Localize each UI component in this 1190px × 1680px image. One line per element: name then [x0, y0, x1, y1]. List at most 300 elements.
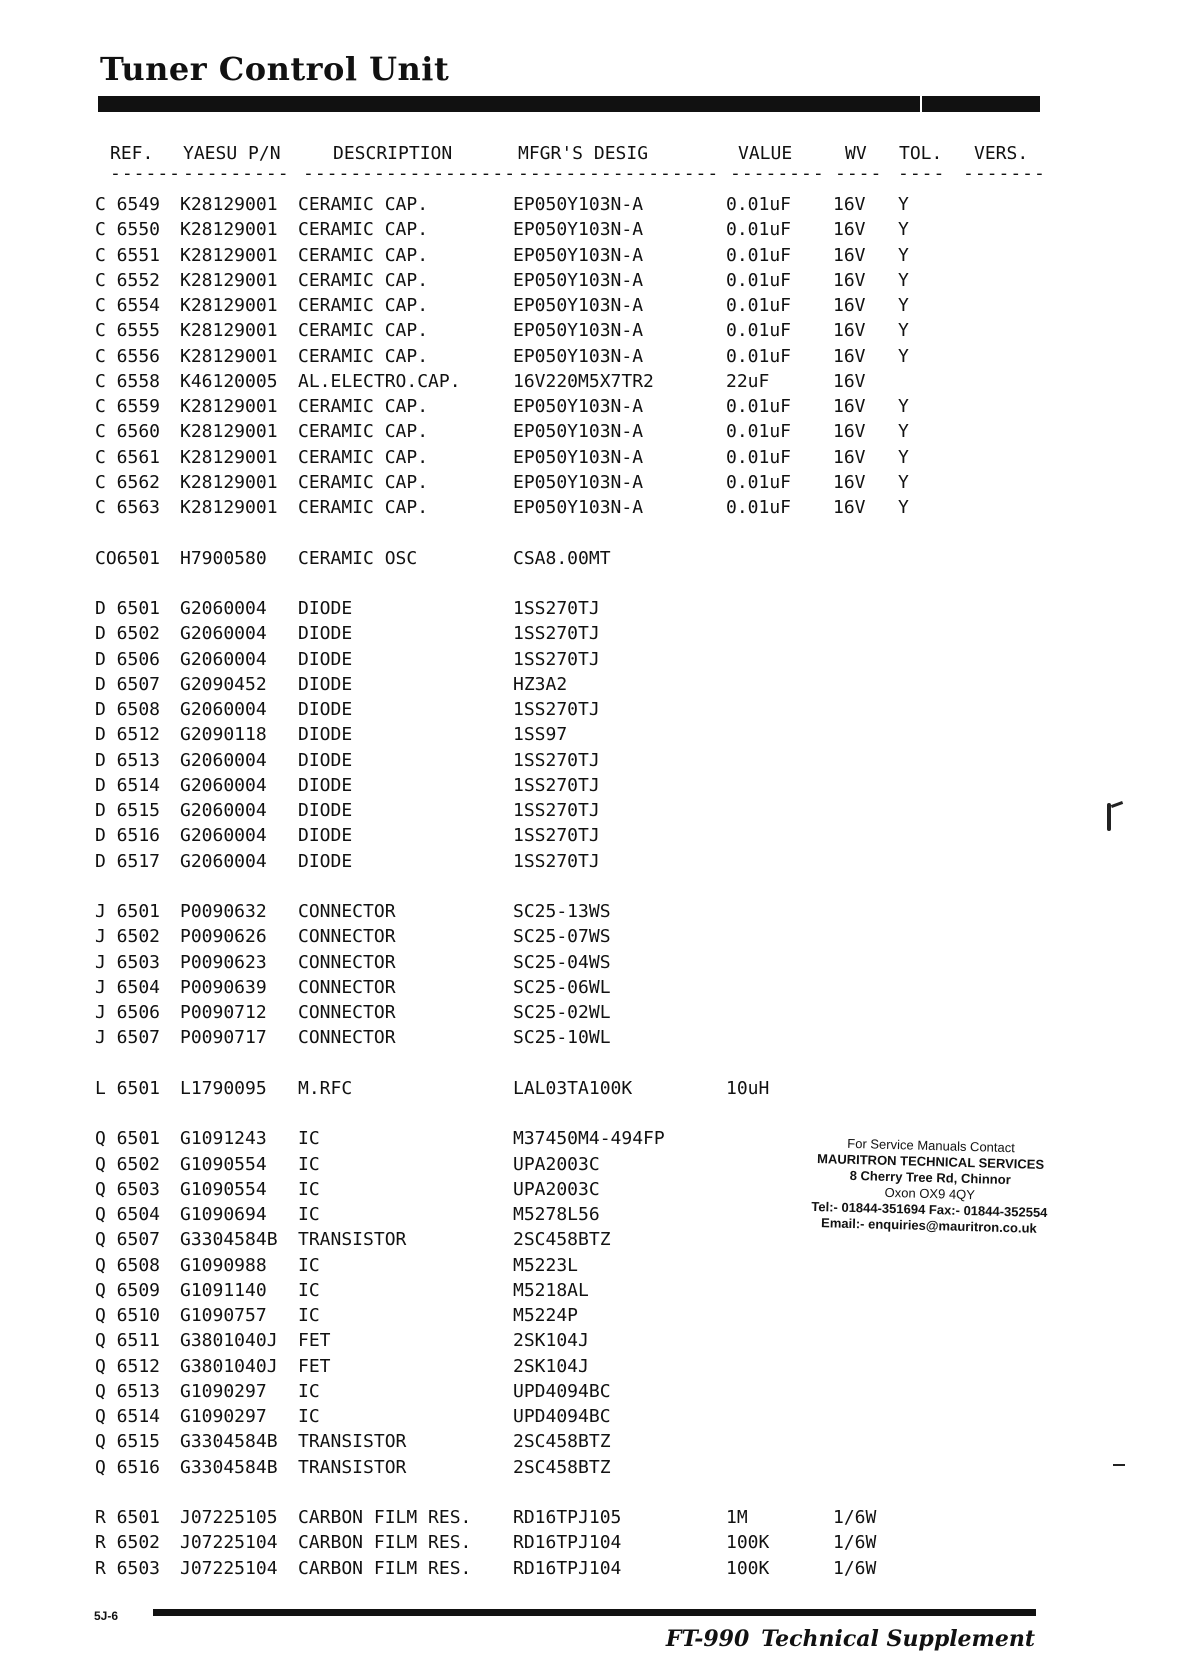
cell-desc: M.RFC	[298, 1077, 353, 1099]
cell-tol: Y	[898, 269, 909, 291]
page-number: 5J-6	[94, 1609, 119, 1623]
scan-mark	[1107, 803, 1111, 831]
table-row	[0, 495, 1190, 520]
col-header-vers: VERS.	[974, 143, 1029, 164]
cell-pn: G2060004	[180, 749, 267, 771]
cell-wv: 16V	[833, 396, 866, 417]
cell-pn: J07225104	[180, 1532, 278, 1554]
cell-desc: IC	[298, 1178, 320, 1200]
cell-tol: Y	[898, 446, 909, 468]
cell-desc: IC	[298, 1254, 320, 1276]
cell-ref: Q 6509	[95, 1279, 161, 1301]
cell-desc: DIODE	[298, 825, 353, 847]
cell-ref: R 6502	[95, 1532, 161, 1554]
cell-pn: G1090297	[180, 1406, 267, 1427]
cell-mfgr: HZ3A2	[513, 673, 568, 695]
cell-ref: C 6560	[95, 421, 161, 443]
col-dash-wv: ----	[835, 163, 883, 184]
cell-mfgr: SC25-02WL	[513, 1002, 611, 1023]
cell-pn: K28129001	[180, 446, 278, 468]
cell-pn: G1090297	[180, 1380, 267, 1402]
cell-ref: Q 6503	[95, 1178, 161, 1200]
cell-desc: CARBON FILM RES.	[298, 1507, 472, 1528]
table-row	[0, 243, 1190, 268]
cell-desc: CERAMIC CAP.	[298, 471, 429, 493]
cell-mfgr: 2SC458BTZ	[513, 1456, 611, 1478]
cell-pn: G1091140	[180, 1279, 267, 1301]
cell-ref: C 6558	[95, 370, 161, 392]
cell-pn: G2090452	[180, 673, 267, 695]
cell-ref: C 6561	[95, 446, 161, 468]
table-row	[0, 773, 1190, 798]
scan-mark	[1113, 1464, 1125, 1466]
col-header-desc: DESCRIPTION	[333, 143, 453, 164]
table-row	[0, 419, 1190, 444]
cell-ref: D 6516	[95, 825, 161, 847]
cell-wv: 1/6W	[833, 1507, 877, 1528]
cell-tol: Y	[898, 194, 909, 215]
col-dash-tol: ----	[898, 163, 946, 184]
table-row	[0, 1530, 1190, 1555]
cell-desc: CONNECTOR	[298, 1002, 396, 1023]
cell-mfgr: EP050Y103N-A	[513, 269, 644, 291]
table-row	[0, 672, 1190, 697]
cell-desc: IC	[298, 1305, 320, 1326]
table-row	[0, 1379, 1190, 1404]
table-row	[0, 546, 1190, 571]
cell-pn: G2060004	[180, 800, 267, 821]
table-row	[0, 217, 1190, 242]
cell-ref: Q 6511	[95, 1330, 161, 1352]
cell-mfgr: RD16TPJ104	[513, 1532, 622, 1554]
cell-mfgr: 1SS270TJ	[513, 598, 600, 619]
cell-desc: CERAMIC OSC	[298, 547, 418, 569]
cell-pn: G2060004	[180, 623, 267, 645]
cell-mfgr: M5278L56	[513, 1204, 600, 1225]
cell-ref: D 6502	[95, 623, 161, 645]
table-row	[0, 849, 1190, 874]
cell-mfgr: 1SS270TJ	[513, 623, 600, 645]
cell-value: 22uF	[726, 370, 770, 392]
cell-mfgr: SC25-07WS	[513, 926, 611, 948]
cell-tol: Y	[898, 396, 909, 417]
cell-ref: CO6501	[95, 547, 161, 569]
cell-desc: TRANSISTOR	[298, 1229, 407, 1251]
cell-desc: TRANSISTOR	[298, 1431, 407, 1453]
cell-ref: Q 6512	[95, 1355, 161, 1377]
cell-mfgr: 1SS270TJ	[513, 825, 600, 847]
cell-ref: R 6501	[95, 1507, 161, 1528]
cell-mfgr: M37450M4-494FP	[513, 1128, 665, 1150]
cell-desc: CERAMIC CAP.	[298, 345, 429, 367]
cell-mfgr: CSA8.00MT	[513, 547, 611, 569]
cell-tol: Y	[898, 497, 909, 518]
table-row	[0, 924, 1190, 949]
col-header-tol: TOL.	[899, 143, 943, 164]
cell-desc: IC	[298, 1153, 320, 1175]
table-row	[0, 1429, 1190, 1454]
col-header-mfgr: MFGR'S DESIG	[518, 143, 649, 164]
cell-ref: Q 6515	[95, 1431, 161, 1453]
cell-pn: K46120005	[180, 370, 278, 392]
cell-value: 0.01uF	[726, 345, 792, 367]
cell-desc: AL.ELECTRO.CAP.	[298, 370, 461, 392]
cell-ref: C 6554	[95, 295, 161, 316]
table-row	[0, 445, 1190, 470]
cell-value: 0.01uF	[726, 320, 792, 342]
cell-ref: Q 6508	[95, 1254, 161, 1276]
cell-ref: D 6515	[95, 800, 161, 821]
cell-pn: G1090554	[180, 1178, 267, 1200]
cell-pn: G1090988	[180, 1254, 267, 1276]
cell-tol: Y	[898, 471, 909, 493]
cell-pn: K28129001	[180, 244, 278, 266]
cell-desc: IC	[298, 1406, 320, 1427]
cell-desc: TRANSISTOR	[298, 1456, 407, 1478]
cell-desc: CERAMIC CAP.	[298, 320, 429, 342]
cell-ref: J 6503	[95, 951, 161, 973]
cell-desc: CONNECTOR	[298, 901, 396, 922]
cell-tol: Y	[898, 320, 909, 342]
cell-mfgr: EP050Y103N-A	[513, 219, 644, 241]
cell-pn: G2060004	[180, 598, 267, 619]
table-row	[0, 1328, 1190, 1353]
cell-ref: D 6507	[95, 673, 161, 695]
table-row	[0, 1025, 1190, 1050]
cell-ref: Q 6513	[95, 1380, 161, 1402]
cell-value: 0.01uF	[726, 446, 792, 468]
cell-ref: D 6513	[95, 749, 161, 771]
cell-desc: CONNECTOR	[298, 926, 396, 948]
cell-ref: C 6552	[95, 269, 161, 291]
cell-pn: K28129001	[180, 219, 278, 241]
cell-pn: H7900580	[180, 547, 267, 569]
cell-value: 0.01uF	[726, 421, 792, 443]
table-row	[0, 798, 1190, 823]
cell-ref: D 6514	[95, 774, 161, 796]
cell-wv: 16V	[833, 219, 866, 241]
cell-ref: J 6506	[95, 1002, 161, 1023]
cell-value: 0.01uF	[726, 219, 792, 241]
cell-mfgr: 1SS97	[513, 724, 568, 746]
table-row	[0, 1303, 1190, 1328]
cell-wv: 16V	[833, 345, 866, 367]
cell-pn: K28129001	[180, 320, 278, 342]
cell-tol: Y	[898, 295, 909, 316]
cell-mfgr: 1SS270TJ	[513, 800, 600, 821]
cell-pn: K28129001	[180, 396, 278, 417]
cell-pn: K28129001	[180, 269, 278, 291]
cell-mfgr: EP050Y103N-A	[513, 497, 644, 518]
cell-ref: C 6563	[95, 497, 161, 518]
contact-company: MAURITRON TECHNICAL SERVICES	[816, 1151, 1045, 1172]
cell-tol: Y	[898, 244, 909, 266]
cell-desc: IC	[298, 1279, 320, 1301]
cell-pn: G1090554	[180, 1153, 267, 1175]
cell-desc: CONNECTOR	[298, 976, 396, 998]
cell-pn: J07225105	[180, 1507, 278, 1528]
cell-desc: CONNECTOR	[298, 951, 396, 973]
cell-wv: 16V	[833, 421, 866, 443]
cell-wv: 1/6W	[833, 1532, 877, 1554]
cell-desc: CERAMIC CAP.	[298, 396, 429, 417]
cell-mfgr: UPA2003C	[513, 1153, 600, 1175]
cell-mfgr: UPA2003C	[513, 1178, 600, 1200]
cell-value: 100K	[726, 1557, 770, 1579]
cell-mfgr: EP050Y103N-A	[513, 320, 644, 342]
cell-mfgr: 2SC458BTZ	[513, 1229, 611, 1251]
cell-value: 100K	[726, 1532, 770, 1554]
cell-ref: C 6562	[95, 471, 161, 493]
cell-pn: G2060004	[180, 825, 267, 847]
cell-pn: P0090639	[180, 976, 267, 998]
table-row	[0, 647, 1190, 672]
page-title: Tuner Control Unit	[100, 50, 450, 88]
cell-desc: CERAMIC CAP.	[298, 421, 429, 443]
cell-ref: Q 6501	[95, 1128, 161, 1150]
cell-ref: C 6551	[95, 244, 161, 266]
cell-value: 0.01uF	[726, 396, 792, 417]
cell-ref: Q 6514	[95, 1406, 161, 1427]
cell-value: 0.01uF	[726, 295, 792, 316]
table-row	[0, 596, 1190, 621]
cell-wv: 16V	[833, 194, 866, 215]
contact-phone: Tel:- 01844-351694 Fax:- 01844-352554	[811, 1198, 1048, 1221]
cell-pn: G2060004	[180, 850, 267, 872]
cell-desc: IC	[298, 1204, 320, 1225]
cell-ref: Q 6504	[95, 1204, 161, 1225]
cell-mfgr: 2SK104J	[513, 1355, 589, 1377]
cell-ref: L 6501	[95, 1077, 161, 1099]
cell-tol: Y	[898, 219, 909, 241]
table-row	[0, 621, 1190, 646]
cell-pn: K28129001	[180, 497, 278, 518]
cell-pn: G2060004	[180, 774, 267, 796]
table-row	[0, 293, 1190, 318]
title-rule	[98, 96, 1040, 112]
cell-wv: 16V	[833, 295, 866, 316]
col-dash-vers: -------	[963, 163, 1046, 184]
cell-value: 0.01uF	[726, 244, 792, 266]
cell-mfgr: M5224P	[513, 1305, 579, 1326]
cell-mfgr: RD16TPJ105	[513, 1507, 622, 1528]
cell-value: 0.01uF	[726, 471, 792, 493]
service-contact-stamp	[804, 1135, 1056, 1238]
cell-desc: IC	[298, 1380, 320, 1402]
table-row	[0, 1278, 1190, 1303]
cell-pn: P0090632	[180, 901, 267, 922]
cell-desc: CARBON FILM RES.	[298, 1532, 472, 1554]
cell-wv: 1/6W	[833, 1557, 877, 1579]
cell-mfgr: UPD4094BC	[513, 1380, 611, 1402]
table-row	[0, 1505, 1190, 1530]
cell-pn: G3304584B	[180, 1456, 278, 1478]
cell-ref: C 6555	[95, 320, 161, 342]
cell-tol: Y	[898, 345, 909, 367]
table-row	[0, 1000, 1190, 1025]
cell-desc: DIODE	[298, 850, 353, 872]
table-row	[0, 823, 1190, 848]
contact-email: Email:- enquiries@mauritron.co.uk	[820, 1215, 1037, 1236]
cell-value: 0.01uF	[726, 194, 792, 215]
cell-pn: G3801040J	[180, 1355, 278, 1377]
cell-value: 1M	[726, 1507, 748, 1528]
cell-desc: DIODE	[298, 699, 353, 720]
col-header-ref: REF.	[110, 143, 154, 164]
cell-wv: 16V	[833, 370, 866, 392]
cell-mfgr: 16V220M5X7TR2	[513, 370, 654, 392]
cell-mfgr: SC25-10WL	[513, 1027, 611, 1049]
cell-mfgr: EP050Y103N-A	[513, 345, 644, 367]
cell-ref: J 6507	[95, 1027, 161, 1049]
cell-desc: CERAMIC CAP.	[298, 295, 429, 316]
cell-ref: J 6501	[95, 901, 161, 922]
cell-pn: G3304584B	[180, 1229, 278, 1251]
cell-wv: 16V	[833, 320, 866, 342]
cell-pn: K28129001	[180, 421, 278, 443]
cell-pn: G2060004	[180, 648, 267, 670]
contact-address: 8 Cherry Tree Rd, Chinnor	[849, 1167, 1011, 1188]
cell-mfgr: EP050Y103N-A	[513, 446, 644, 468]
cell-ref: D 6512	[95, 724, 161, 746]
cell-mfgr: M5223L	[513, 1254, 579, 1276]
cell-desc: CERAMIC CAP.	[298, 269, 429, 291]
cell-mfgr: EP050Y103N-A	[513, 244, 644, 266]
cell-ref: D 6508	[95, 699, 161, 720]
cell-mfgr: 2SK104J	[513, 1330, 589, 1352]
cell-mfgr: SC25-04WS	[513, 951, 611, 973]
cell-desc: DIODE	[298, 800, 353, 821]
cell-mfgr: M5218AL	[513, 1279, 589, 1301]
cell-mfgr: EP050Y103N-A	[513, 471, 644, 493]
cell-pn: G3304584B	[180, 1431, 278, 1453]
cell-mfgr: EP050Y103N-A	[513, 194, 644, 215]
cell-wv: 16V	[833, 471, 866, 493]
cell-desc: DIODE	[298, 623, 353, 645]
col-header-value: VALUE	[738, 143, 793, 164]
cell-pn: P0090623	[180, 951, 267, 973]
cell-desc: CERAMIC CAP.	[298, 497, 429, 518]
cell-value: 0.01uF	[726, 269, 792, 291]
table-row	[0, 394, 1190, 419]
table-row	[0, 975, 1190, 1000]
cell-desc: CERAMIC CAP.	[298, 219, 429, 241]
cell-pn: P0090717	[180, 1027, 267, 1049]
table-row	[0, 1404, 1190, 1429]
cell-desc: IC	[298, 1128, 320, 1150]
cell-value: 0.01uF	[726, 497, 792, 518]
cell-pn: G1090694	[180, 1204, 267, 1225]
cell-mfgr: 1SS270TJ	[513, 648, 600, 670]
cell-mfgr: EP050Y103N-A	[513, 396, 644, 417]
cell-ref: D 6517	[95, 850, 161, 872]
cell-mfgr: SC25-13WS	[513, 901, 611, 922]
cell-tol: Y	[898, 421, 909, 443]
cell-pn: L1790095	[180, 1077, 267, 1099]
table-row	[0, 1076, 1190, 1101]
cell-mfgr: EP050Y103N-A	[513, 421, 644, 443]
cell-wv: 16V	[833, 446, 866, 468]
cell-desc: CONNECTOR	[298, 1027, 396, 1049]
cell-pn: G3801040J	[180, 1330, 278, 1352]
cell-ref: D 6506	[95, 648, 161, 670]
cell-pn: K28129001	[180, 295, 278, 316]
cell-ref: C 6549	[95, 194, 161, 215]
footer-model: FT-990	[665, 1626, 750, 1652]
cell-mfgr: RD16TPJ104	[513, 1557, 622, 1579]
cell-mfgr: 1SS270TJ	[513, 774, 600, 796]
cell-ref: C 6556	[95, 345, 161, 367]
table-row	[0, 748, 1190, 773]
col-dash-value: --------	[730, 163, 825, 184]
cell-pn: G1091243	[180, 1128, 267, 1150]
col-dash-desc: ------------------	[303, 163, 517, 184]
col-dash-pn: ---------	[183, 163, 290, 184]
cell-mfgr: 1SS270TJ	[513, 749, 600, 771]
cell-pn: K28129001	[180, 194, 278, 215]
cell-desc: DIODE	[298, 648, 353, 670]
table-row	[0, 192, 1190, 217]
cell-mfgr: LAL03TA100K	[513, 1077, 633, 1099]
table-row	[0, 470, 1190, 495]
cell-wv: 16V	[833, 244, 866, 266]
table-row	[0, 1455, 1190, 1480]
cell-ref: J 6502	[95, 926, 161, 948]
cell-desc: CERAMIC CAP.	[298, 194, 429, 215]
table-row	[0, 1253, 1190, 1278]
col-header-pn: YAESU P/N	[183, 143, 281, 164]
cell-desc: CERAMIC CAP.	[298, 446, 429, 468]
col-dash-mfgr: -----------------	[518, 163, 720, 184]
table-row	[0, 318, 1190, 343]
cell-ref: C 6559	[95, 396, 161, 417]
cell-ref: Q 6507	[95, 1229, 161, 1251]
cell-ref: Q 6516	[95, 1456, 161, 1478]
cell-pn: G1090757	[180, 1305, 267, 1326]
contact-line: For Service Manuals Contact	[847, 1135, 1016, 1156]
cell-desc: DIODE	[298, 598, 353, 619]
cell-pn: J07225104	[180, 1557, 278, 1579]
cell-desc: DIODE	[298, 774, 353, 796]
table-row	[0, 950, 1190, 975]
contact-postcode: Oxon OX9 4QY	[884, 1184, 976, 1203]
cell-pn: G2060004	[180, 699, 267, 720]
col-dash-ref: ------	[110, 163, 182, 184]
cell-mfgr: 2SC458BTZ	[513, 1431, 611, 1453]
table-row	[0, 697, 1190, 722]
cell-ref: C 6550	[95, 219, 161, 241]
col-header-wv: WV	[845, 143, 867, 164]
cell-ref: R 6503	[95, 1557, 161, 1579]
table-row	[0, 1556, 1190, 1581]
table-row	[0, 899, 1190, 924]
cell-desc: DIODE	[298, 724, 353, 746]
cell-pn: G2090118	[180, 724, 267, 746]
cell-pn: K28129001	[180, 345, 278, 367]
table-row	[0, 1354, 1190, 1379]
table-row	[0, 369, 1190, 394]
footer-rule	[153, 1609, 1036, 1616]
cell-mfgr: EP050Y103N-A	[513, 295, 644, 316]
table-row	[0, 268, 1190, 293]
cell-desc: CARBON FILM RES.	[298, 1557, 472, 1579]
cell-desc: DIODE	[298, 673, 353, 695]
cell-ref: Q 6502	[95, 1153, 161, 1175]
footer-doc: Technical Supplement	[761, 1626, 1035, 1652]
cell-wv: 16V	[833, 269, 866, 291]
cell-value: 10uH	[726, 1077, 770, 1099]
cell-desc: DIODE	[298, 749, 353, 771]
